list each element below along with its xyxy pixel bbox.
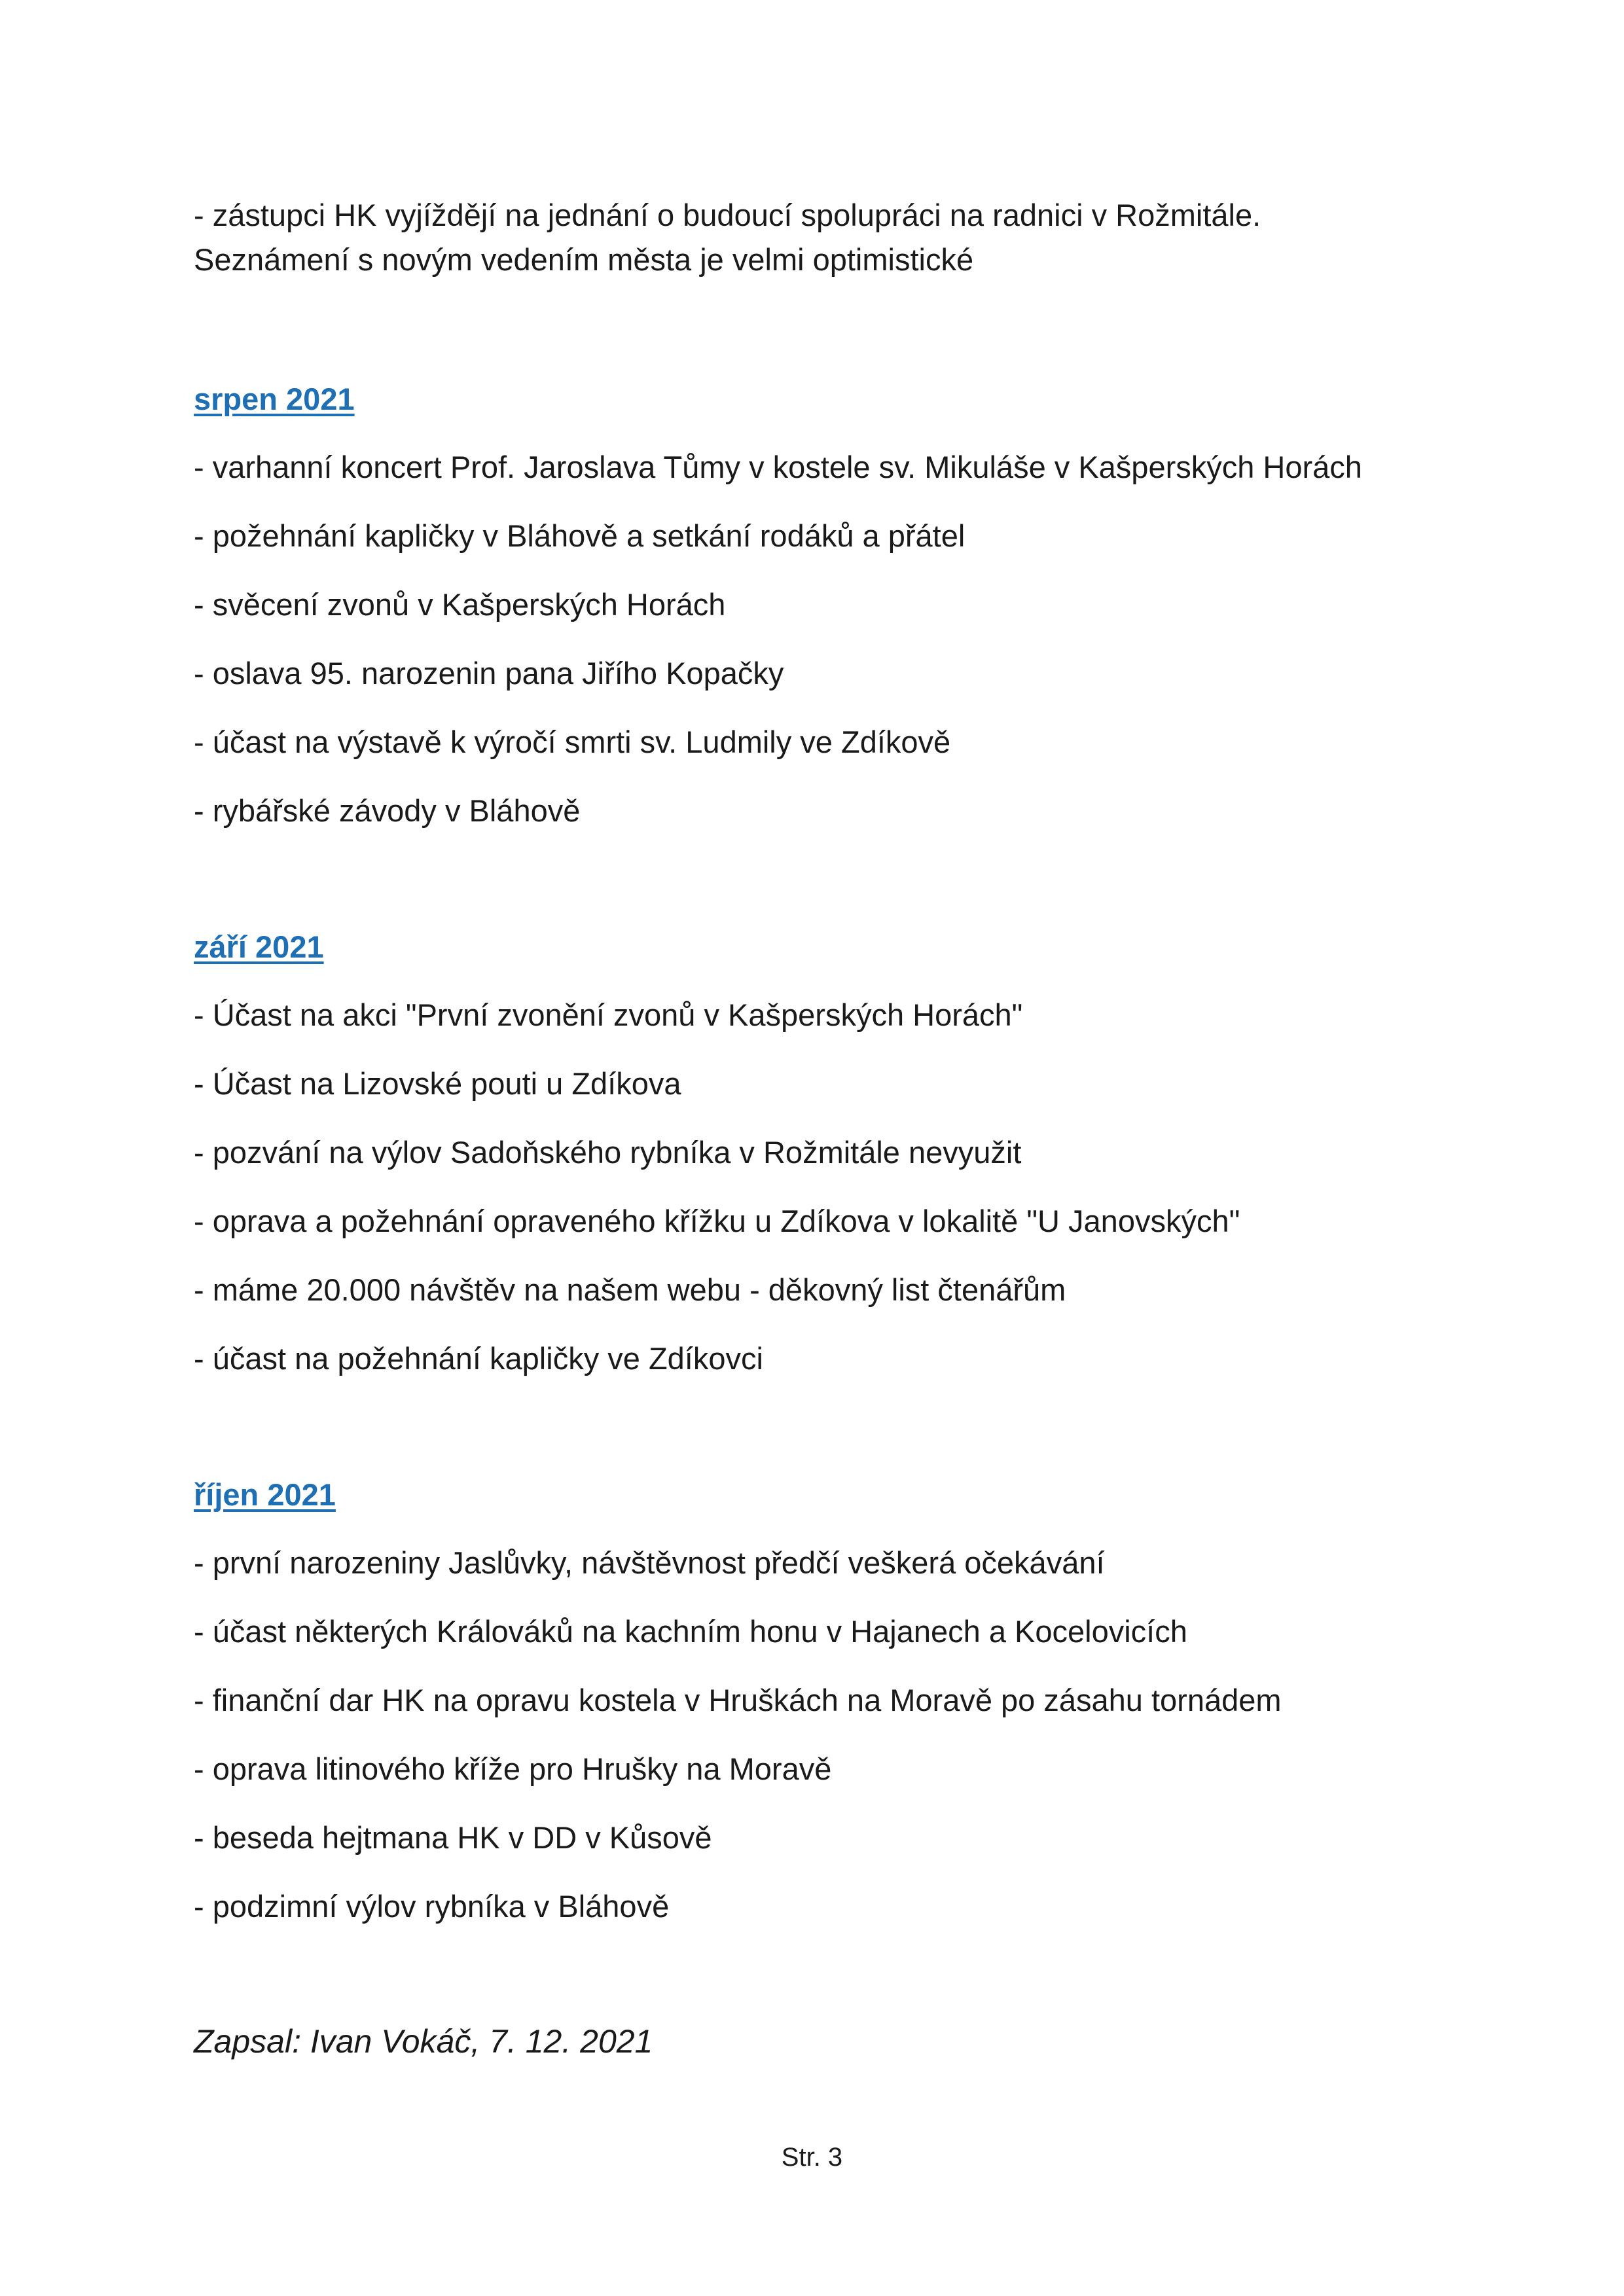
section-heading: říjen 2021 [194, 1477, 336, 1512]
list-item: - pozvání na výlov Sadoňského rybníka v Rožmitále nevyužit [194, 1135, 1022, 1170]
list-item: - požehnání kapličky v Bláhově a setkání rodáků a přátel [194, 518, 965, 553]
spacer [194, 1929, 1477, 2019]
list-item: - svěcení zvonů v Kašperských Horách [194, 587, 726, 622]
list-item: - finanční dar HK na opravu kostela v Hruškách na Moravě po zásahu tornádem [194, 1683, 1282, 1717]
section-srpen [194, 377, 1477, 833]
signature: Zapsal: Ivan Vokáč, 7. 12. 2021 [194, 2023, 653, 2060]
list-item: - podzimní výlov rybníka v Bláhově [194, 1889, 670, 1924]
list-item: - účast na výstavě k výročí smrti sv. Ludmily ve Zdíkově [194, 725, 951, 759]
list-item: - oprava litinového kříže pro Hrušky na Moravě [194, 1751, 832, 1786]
list-item: - beseda hejtmana HK v DD v Kůsově [194, 1820, 712, 1855]
section-zari [194, 925, 1477, 1381]
list-item: - Účast na Lizovské pouti u Zdíkova [194, 1066, 681, 1101]
list-item: - účast na požehnání kapličky ve Zdíkovci [194, 1341, 763, 1376]
section-heading: srpen 2021 [194, 382, 355, 416]
spacer [194, 282, 1477, 377]
intro-line-2: Seznámení s novým vedením města je velmi optimistické [194, 242, 974, 277]
list-item: - první narozeniny Jaslůvky, návštěvnost předčí veškerá očekávání [194, 1545, 1105, 1580]
spacer [194, 833, 1477, 925]
section-rijen [194, 1473, 1477, 1929]
intro-line-1: - zástupci HK vyjíždějí na jednání o budoucí spolupráci na radnici v Rožmitále. [194, 198, 1261, 232]
page-content [194, 193, 1477, 2064]
section-heading: září 2021 [194, 929, 324, 964]
list-item: - Účast na akci "První zvonění zvonů v Kašperských Horách" [194, 997, 1023, 1032]
spacer [194, 1381, 1477, 1473]
page-number: Str. 3 [781, 2143, 843, 2172]
list-item: - účast některých Králováků na kachním honu v Hajanech a Kocelovicích [194, 1614, 1187, 1649]
list-item: - máme 20.000 návštěv na našem webu - děkovný list čtenářům [194, 1272, 1066, 1307]
list-item: - oslava 95. narozenin pana Jiřího Kopačky [194, 656, 784, 691]
list-item: - oprava a požehnání opraveného křížku u Zdíkova v lokalitě "U Janovských" [194, 1204, 1240, 1238]
list-item: - rybářské závody v Bláhově [194, 793, 581, 828]
list-item: - varhanní koncert Prof. Jaroslava Tůmy v kostele sv. Mikuláše v Kašperských Horách [194, 450, 1362, 484]
